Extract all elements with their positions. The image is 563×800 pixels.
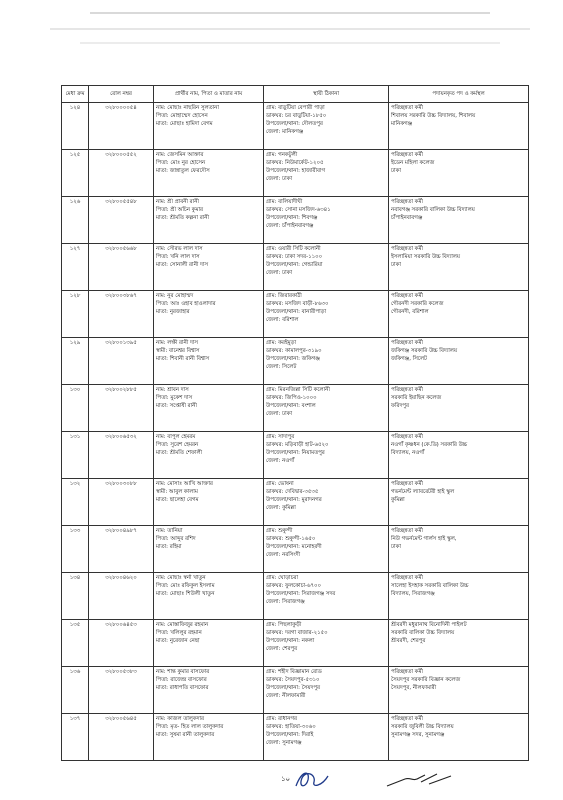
cell-name (154, 385, 264, 432)
cell-roll: ৩২৮০০৪৯৮৭ (89, 526, 154, 573)
post-line: পরিচ্ছন্নতা কর্মী (391, 716, 423, 722)
cell-post (389, 714, 529, 761)
post-line: সৈয়দপুর সরকারি বিজ্ঞান কলেজ (391, 677, 461, 683)
table-row (62, 150, 529, 197)
post-line: পরিচ্ছন্নতা কর্মী (391, 293, 423, 299)
cell-roll: ৩২৮০০০৫৫২ (89, 150, 154, 197)
faded-header-artifact (20, 0, 550, 55)
name-line: নাম: তানিয়া (156, 528, 183, 534)
post-line: মানিকগঞ্জ (391, 121, 413, 127)
post-line: গভর্নমেন্ট ল্যাবরেটরী হাই স্কুল (391, 489, 455, 495)
cell-name (154, 150, 264, 197)
cell-serial: ১২৬ (62, 197, 89, 244)
cell-post (389, 620, 529, 667)
post-line: ফরিদপুর (391, 403, 409, 409)
merit-list-table (61, 85, 529, 761)
name-line: পিতা: আঃ ওহাব হাওলাদার (156, 301, 216, 307)
name-line: নাম: মোছাঃ স্বর্না খাতুন (156, 575, 206, 581)
post-line: পরিচ্ছন্নতা কর্মী (391, 528, 423, 534)
header-address: স্থায়ী ঠিকানা (264, 86, 389, 103)
cell-serial: ১৩৩ (62, 526, 89, 573)
post-line: সৈয়দপুর, নীলফামারী (391, 685, 437, 691)
cell-serial: ১২৮ (62, 291, 89, 338)
cell-roll: ৩২৮০০৫৩৮৩ (89, 667, 154, 714)
post-line: সালেহা ইসহাক সরকারি বালিকা উচ্চ (391, 583, 469, 589)
cell-serial: ১৩৬ (62, 667, 89, 714)
post-line: সরকারি বালিকা উচ্চ বিদ্যালয় (391, 630, 455, 636)
cell-name (154, 197, 264, 244)
cell-post (389, 103, 529, 150)
address-line: ডাকঘর: শুকুন্দী-১৬৫০ (266, 536, 316, 542)
name-line: মাতা: নুরেজান নেছা (156, 638, 200, 644)
cell-serial: ১৩৫ (62, 620, 89, 667)
post-line: জকিগঞ্জ, সিলেট (391, 356, 427, 362)
cell-roll: ৩২৮০০৩৮৬৭ (89, 291, 154, 338)
name-line: স্বামী: বানেশ্বর বিশ্বাস (156, 348, 200, 354)
table-row (62, 291, 529, 338)
cell-name (154, 620, 264, 667)
cell-serial: ১৩০ (62, 385, 89, 432)
address-line: ডাকঘর: চর বাড়ুটিয়া-১৮৫০ (266, 113, 327, 119)
post-line: কুমিল্লা (391, 497, 405, 503)
table-row (62, 432, 529, 479)
name-line: মাতা: মোছাঃ হামিদা বেগম (156, 121, 213, 127)
cell-post (389, 291, 529, 338)
cell-address (264, 385, 389, 432)
name-line: নাম: লক্ষী রানী দাস (156, 340, 198, 346)
address-line: জেলা: সুনামগঞ্জ (266, 740, 302, 746)
cell-address (264, 338, 389, 385)
post-line: পরিচ্ছন্নতা কর্মী (391, 387, 423, 393)
post-line: নিউ গভর্নমেন্ট গার্লস হাই স্কুল, (391, 536, 457, 542)
cell-roll: ৩২৮০০৬৪৫৩ (89, 620, 154, 667)
signature (385, 770, 455, 790)
address-line: জেলা: সিরাজগঞ্জ (266, 599, 305, 605)
address-line: গ্রাম: বাড়ুটিয়া বেপারী পাড়া (266, 105, 325, 111)
table-row (62, 573, 529, 620)
cell-address (264, 667, 389, 714)
name-line: পিতা: মৃত- হিত লাল তালুকদার (156, 724, 224, 730)
address-line: জেলা: ঢাকা (266, 176, 293, 182)
cell-address (264, 573, 389, 620)
post-line: পরিচ্ছন্নতা কর্মী (391, 246, 423, 252)
cell-address (264, 714, 389, 761)
cell-post (389, 432, 529, 479)
post-line: ঢাকা (391, 262, 401, 268)
post-line: সুনামগঞ্জ সদর, সুনামগঞ্জ (391, 732, 445, 738)
address-line: উপজেলা/থানা: শিবগঞ্জ (266, 215, 318, 221)
name-line: স্বামী: আবুল কালাম (156, 489, 198, 495)
table-row (62, 620, 529, 667)
address-line: গ্রাম: পিছলাকুড়ী (266, 622, 302, 628)
address-line: গ্রাম: শহীদ বিজ্ঞামান রোড (266, 669, 322, 675)
name-line: মাতা: সুষমা রানী তালুকদার (156, 732, 215, 738)
name-line: মাতা: জান্নাতুল ফেরদৌস (156, 168, 210, 174)
page-footer (0, 768, 563, 798)
address-line: জেলা: সিলেট (266, 364, 297, 370)
address-line: উপজেলা/থানা: দিরাই (266, 732, 314, 738)
address-line: ডাকঘর: জিপিও-১০০০ (266, 395, 317, 401)
cell-roll: ৩২৮০০৫৫৪৮ (89, 197, 154, 244)
name-line: পিতা: মুকেশ দাস (156, 395, 193, 401)
table-row (62, 197, 529, 244)
address-line: জেলা: কুমিল্লা (266, 505, 296, 511)
cell-post (389, 150, 529, 197)
table-row (62, 526, 529, 573)
address-line: জেলা: ঢাকা (266, 270, 293, 276)
cell-address (264, 620, 389, 667)
name-line: মাতা: শিবানী রানী বিশ্বাস (156, 356, 210, 362)
post-line: ইসলামিয়া সরকারি উচ্চ বিদ্যালয় (391, 254, 460, 260)
address-line: উপজেলা/থানা: সিরাজগঞ্জ সদর (266, 591, 336, 597)
post-line: নওগাঁ কৃষ্ণধন (কে.ডি) সরকারি উচ্চ (391, 442, 468, 448)
cell-post (389, 479, 529, 526)
address-line: জেলা: নীলফামারী (266, 693, 306, 699)
address-line: ডাকঘর: নিউমার্কেট-১২০৫ (266, 160, 324, 166)
name-line: পিতা: শ্রী অচিন কুমার (156, 207, 204, 213)
post-line: শ্রীবরদী, শেরপুর (391, 638, 426, 644)
address-line: জেলা: নরসিংদী (266, 552, 301, 558)
post-line: বিদ্যালয়, নওগাঁ (391, 450, 425, 456)
cell-name (154, 244, 264, 291)
cell-post (389, 197, 529, 244)
post-line: নবাবগঞ্জ সরকারি বালিকা উচ্চ বিদ্যালয় (391, 207, 475, 213)
cell-serial: ১২৭ (62, 244, 89, 291)
address-line: ডাকঘর: ফুলকোচা-৬৭০০ (266, 583, 322, 589)
cell-serial: ১২৪ (62, 103, 89, 150)
address-line: জেলা: ঢাকা (266, 411, 293, 417)
table-row (62, 338, 529, 385)
signature-initial (292, 768, 332, 792)
cell-roll: ৩২৮০০০০৫৪ (89, 103, 154, 150)
name-line: মাতা: শ্রীমতি শেফালী (156, 450, 203, 456)
name-line: পিতা: মোঃ নুর হোসেন (156, 160, 206, 166)
cell-post (389, 385, 529, 432)
address-line: জেলা: শেরপুর (266, 646, 298, 652)
cell-address (264, 479, 389, 526)
cell-address (264, 432, 389, 479)
address-line: ডাকঘর: দেবিদ্বার-৩৫৩৫ (266, 489, 319, 495)
post-line: গৌরনদী সরকারি কলেজ (391, 301, 444, 307)
cell-serial: ১৩৭ (62, 714, 89, 761)
address-line: গ্রাম: গনকটুলী (266, 152, 298, 158)
address-line: উপজেলা/থানা: নিয়ামতপুর (266, 450, 325, 456)
name-line: নাম: শ্রী প্রাবনী রানী (156, 199, 199, 205)
address-line: ডাকঘর: হাতিয়া-৩০৬০ (266, 724, 316, 730)
name-line: মাতা: রহিমা (156, 544, 182, 550)
address-line: গ্রাম: শুকুন্দী (266, 528, 293, 534)
address-line: ডাকঘর: মড়িবাড়ী হাট-৬৫২০ (266, 442, 329, 448)
name-line: মাতা: সপ্তোষী রানী (156, 403, 197, 409)
table-header-row (62, 86, 529, 103)
table-row (62, 385, 529, 432)
post-line: পরিচ্ছন্নতা কর্মী (391, 105, 423, 111)
name-line: মাতা: সোনালী রানী দাস (156, 262, 209, 268)
post-line: পরিচ্ছন্নতা কর্মী (391, 434, 423, 440)
address-line: গ্রাম: বালিয়াদীঘী (266, 199, 303, 205)
header-post: পদায়নকৃত পদ ও কর্মস্থল (389, 86, 529, 103)
table-row (62, 103, 529, 150)
name-line: নাম: নুর মোহাম্মদ (156, 293, 194, 299)
table-row (62, 244, 529, 291)
name-line: পিতা: খনি লাল দাস (156, 254, 200, 260)
cell-name (154, 526, 264, 573)
cell-name (154, 714, 264, 761)
page-number: ১০ (281, 775, 291, 783)
name-line: পিতা: খলিলুর রহমান (156, 630, 202, 636)
post-line: পরিচ্ছন্নতা কর্মী (391, 199, 423, 205)
cell-address (264, 291, 389, 338)
address-line: উপজেলা/থানা: দৌলতপুর (266, 121, 323, 127)
cell-name (154, 667, 264, 714)
post-line: বিদ্যালয়, সিরাজগঞ্জ (391, 591, 435, 597)
address-line: গ্রাম: ওয়ারী সিটি কলোনী (266, 246, 321, 252)
cell-name (154, 338, 264, 385)
address-line: ডাকঘর: মসজিদ বাড়ী-৮৬৩০ (266, 301, 329, 307)
name-line: নাম: শ্রাবন দাস (156, 387, 189, 393)
cell-serial: ১৩১ (62, 432, 89, 479)
address-line: উপজেলা/থানা: নকলা (266, 638, 315, 644)
name-line: মাতা: নুরজাহার (156, 309, 190, 315)
post-line: জকিগঞ্জ সরকারি উচ্চ বিদ্যালয় (391, 348, 458, 354)
post-line: ইডেন মহিলা কলেজ (391, 160, 435, 166)
post-line: শিবালয় সরকারি উচ্চ বিদ্যালয়, শিবালয় (391, 113, 476, 119)
name-line: মাতা: ছালেহা বেগম (156, 497, 199, 503)
post-line: পরিচ্ছন্নতা কর্মী (391, 152, 423, 158)
address-line: উপজেলা/থানা: গেন্ডারিয়া (266, 262, 323, 268)
cell-address (264, 526, 389, 573)
cell-name (154, 103, 264, 150)
address-line: ডাকঘর: সোনা মসজিদ-৬৩৪১ (266, 207, 331, 213)
cell-name (154, 479, 264, 526)
name-line: নাম: শান্ত কুমার বাসফোর (156, 669, 210, 675)
cell-roll: ৩২৮০০৩০৮৮ (89, 479, 154, 526)
post-line: সরকারি জুবিলী উচ্চ বিদ্যালয় (391, 724, 454, 730)
post-line: পরিচ্ছন্নতা কর্মী (391, 340, 423, 346)
address-line: ডাকঘর: ঢাকা সদর-১১০০ (266, 254, 323, 260)
post-line: ঢাকা (391, 544, 401, 550)
cell-roll: ৩২৮০০৪৬২০ (89, 573, 154, 620)
cell-name (154, 291, 264, 338)
address-line: ডাকঘর: কামালপুর-৩১৯০ (266, 348, 322, 354)
table-row (62, 667, 529, 714)
cell-post (389, 526, 529, 573)
address-line: উপজেলা/থানা: মনোহরদী (266, 544, 322, 550)
name-line: নাম: বাপুল হেমরম (156, 434, 196, 440)
name-line: নাম: সৌরভ লাল দাস (156, 246, 203, 252)
address-line: গ্রাম: রাধানগর (266, 716, 297, 722)
cell-serial: ১৩২ (62, 479, 89, 526)
address-line: জেলা: মানিকগঞ্জ (266, 129, 304, 135)
cell-address (264, 197, 389, 244)
post-line: ঢাকা (391, 168, 401, 174)
name-line: নাম: কাজল তালুকদার (156, 716, 204, 722)
cell-address (264, 150, 389, 197)
post-line: পরিচ্ছন্নতা কর্মী (391, 575, 423, 581)
cell-roll: ৩২৮০০১৩৯৫ (89, 338, 154, 385)
cell-name (154, 432, 264, 479)
name-line: পিতা: সুরেশ হেমরন (156, 442, 199, 448)
cell-serial: ১২৯ (62, 338, 89, 385)
cell-name (154, 573, 264, 620)
name-line: পিতা: মোহাম্মেদ হোসেন (156, 113, 208, 119)
address-line: গ্রাম: ঘোড়াচরা (266, 575, 299, 581)
cell-post (389, 338, 529, 385)
address-line: গ্রাম: মিরনজিল্লা সিটি কলোনী (266, 387, 330, 393)
header-roll: রোল নম্বর (89, 86, 154, 103)
post-line: গৌরনদী, বরিশাল (391, 309, 429, 315)
address-line: গ্রাম: ভোষনা (266, 481, 294, 487)
cell-post (389, 244, 529, 291)
name-line: নাম: মোছাঃ নাছরিন সুলতানা (156, 105, 219, 111)
cell-serial: ১৩৪ (62, 573, 89, 620)
cell-address (264, 103, 389, 150)
header-name: প্রার্থীর নাম, পিতা ও মাতার নাম (154, 86, 264, 103)
post-line: সরকারি ইয়াছিন কলেজ (391, 395, 442, 401)
address-line: উপজেলা/থানা: বানারীপাড়া (266, 309, 327, 315)
cell-roll: ৩২৮০০৫৬৪৫ (89, 714, 154, 761)
address-line: উপজেলা/থানা: মুরাদনগর (266, 497, 322, 503)
cell-address (264, 244, 389, 291)
name-line: নাম: জেসমিন আক্তার (156, 152, 204, 158)
address-line: উপজেলা/থানা: বংশাল (266, 403, 316, 409)
cell-serial: ১২৫ (62, 150, 89, 197)
post-line: পরিচ্ছন্নতা কর্মী (391, 669, 423, 675)
name-line: পিতা: রাজেন্দ্র বাসফোর (156, 677, 207, 683)
address-line: ডাকঘর: সৈয়দপুর-৫৩১০ (266, 677, 320, 683)
table-row (62, 714, 529, 761)
post-line: চাঁপাইনবাবগঞ্জ (391, 215, 423, 221)
address-line: গ্রাম: করইমুড়া (266, 340, 297, 346)
address-line: জেলা: নওগাঁ (266, 458, 295, 464)
address-line: ডাকঘর: দরগা বাজার-২১৫০ (266, 630, 328, 636)
address-line: উপজেলা/থানা: জকিগঞ্জ (266, 356, 320, 362)
cell-post (389, 573, 529, 620)
name-line: পিতা: আব্দুর রশিদ (156, 536, 196, 542)
table-row (62, 479, 529, 526)
address-line: জেলা: চাঁপাইনবাবগঞ্জ (266, 223, 314, 229)
cell-roll: ৩২৮০০৬৫৩২ (89, 432, 154, 479)
post-line: পরিচ্ছন্নতা কর্মী (391, 481, 423, 487)
address-line: গ্রাম: জিরারকাঠী (266, 293, 302, 299)
address-line: গ্রাম: সাদাপুর (266, 434, 295, 440)
name-line: পিতা: মোঃ রফিকুল ইসলাম (156, 583, 215, 589)
header-serial: মেধা ক্রম (62, 86, 89, 103)
cell-roll: ৩২৮০০২৮৮৫ (89, 385, 154, 432)
cell-roll: ৩২৮০০৫৬৬৮ (89, 244, 154, 291)
address-line: উপজেলা/থানা: হাজারীবাগ (266, 168, 325, 174)
name-line: মাতা: শ্রীমতি কল্পনা রানী (156, 215, 209, 221)
address-line: উপজেলা/থানা: সৈয়দপুর (266, 685, 320, 691)
name-line: মাতা: রাধাপতি বাসফোর (156, 685, 209, 691)
address-line: জেলা: বরিশাল (266, 317, 299, 323)
name-line: নাম: মোসাঃ আখি আক্তার (156, 481, 213, 487)
cell-post (389, 667, 529, 714)
name-line: নাম: মোস্তাফিজুর রহমান (156, 622, 209, 628)
name-line: মাতা: মোছাঃ শিউলী খাতুন (156, 591, 215, 597)
post-line: শ্রীবরদী মধুরানাথ বিনোদিনী পাইলট (391, 622, 467, 628)
